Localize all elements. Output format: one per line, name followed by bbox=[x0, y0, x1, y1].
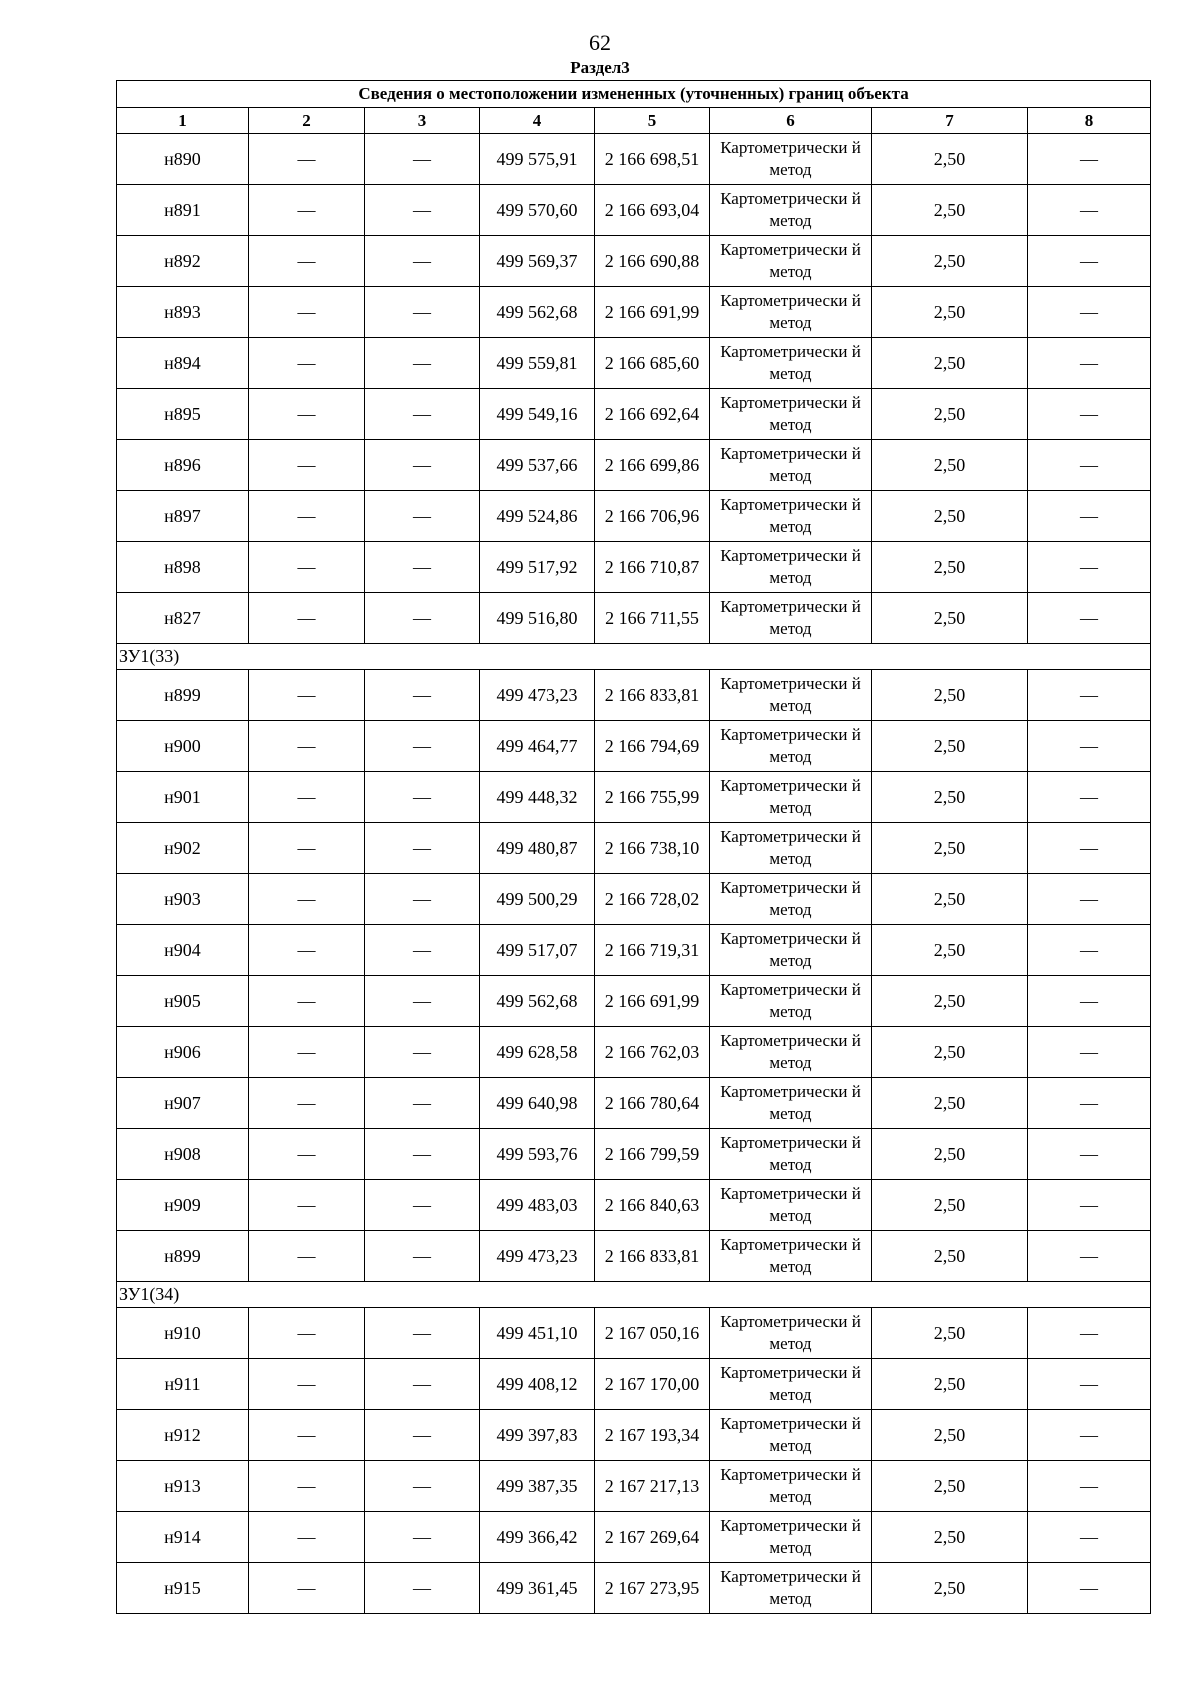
y-coordinate: 2 166 710,87 bbox=[595, 542, 710, 593]
col3-value: — bbox=[365, 823, 480, 874]
accuracy: 2,50 bbox=[872, 1308, 1028, 1359]
method: Картометрически й метод bbox=[710, 1308, 872, 1359]
x-coordinate: 499 387,35 bbox=[480, 1461, 595, 1512]
point-id: н904 bbox=[117, 925, 249, 976]
y-coordinate: 2 166 762,03 bbox=[595, 1027, 710, 1078]
point-id: н912 bbox=[117, 1410, 249, 1461]
column-header-2: 2 bbox=[249, 108, 365, 134]
col8-value: — bbox=[1028, 823, 1151, 874]
col8-value: — bbox=[1028, 593, 1151, 644]
col8-value: — bbox=[1028, 491, 1151, 542]
col3-value: — bbox=[365, 1461, 480, 1512]
col2-value: — bbox=[249, 1359, 365, 1410]
point-id: н897 bbox=[117, 491, 249, 542]
boundary-coordinates-table bbox=[116, 80, 1151, 1614]
col3-value: — bbox=[365, 1359, 480, 1410]
column-header-4: 4 bbox=[480, 108, 595, 134]
point-id: н902 bbox=[117, 823, 249, 874]
table-caption-row bbox=[117, 81, 1151, 108]
col3-value: — bbox=[365, 185, 480, 236]
col3-value: — bbox=[365, 440, 480, 491]
col2-value: — bbox=[249, 670, 365, 721]
col3-value: — bbox=[365, 925, 480, 976]
group-label: ЗУ1(34) bbox=[117, 1282, 1151, 1308]
y-coordinate: 2 166 833,81 bbox=[595, 1231, 710, 1282]
x-coordinate: 499 473,23 bbox=[480, 1231, 595, 1282]
method: Картометрически й метод bbox=[710, 823, 872, 874]
col8-value: — bbox=[1028, 1563, 1151, 1614]
col3-value: — bbox=[365, 874, 480, 925]
col8-value: — bbox=[1028, 1359, 1151, 1410]
col8-value: — bbox=[1028, 287, 1151, 338]
accuracy: 2,50 bbox=[872, 491, 1028, 542]
col3-value: — bbox=[365, 1308, 480, 1359]
col2-value: — bbox=[249, 1410, 365, 1461]
accuracy: 2,50 bbox=[872, 1129, 1028, 1180]
col2-value: — bbox=[249, 1512, 365, 1563]
point-id: н896 bbox=[117, 440, 249, 491]
x-coordinate: 499 473,23 bbox=[480, 670, 595, 721]
table-row bbox=[117, 134, 1151, 185]
point-id: н899 bbox=[117, 670, 249, 721]
method: Картометрически й метод bbox=[710, 1563, 872, 1614]
accuracy: 2,50 bbox=[872, 593, 1028, 644]
col2-value: — bbox=[249, 1461, 365, 1512]
group-label: ЗУ1(33) bbox=[117, 644, 1151, 670]
col3-value: — bbox=[365, 1231, 480, 1282]
y-coordinate: 2 166 780,64 bbox=[595, 1078, 710, 1129]
point-id: н907 bbox=[117, 1078, 249, 1129]
col2-value: — bbox=[249, 338, 365, 389]
col8-value: — bbox=[1028, 185, 1151, 236]
y-coordinate: 2 167 273,95 bbox=[595, 1563, 710, 1614]
accuracy: 2,50 bbox=[872, 287, 1028, 338]
x-coordinate: 499 464,77 bbox=[480, 721, 595, 772]
method: Картометрически й метод bbox=[710, 670, 872, 721]
table-row bbox=[117, 721, 1151, 772]
method: Картометрически й метод bbox=[710, 874, 872, 925]
table-row bbox=[117, 1410, 1151, 1461]
table-row bbox=[117, 491, 1151, 542]
point-id: н892 bbox=[117, 236, 249, 287]
method: Картометрически й метод bbox=[710, 1027, 872, 1078]
y-coordinate: 2 166 690,88 bbox=[595, 236, 710, 287]
col3-value: — bbox=[365, 1410, 480, 1461]
x-coordinate: 499 569,37 bbox=[480, 236, 595, 287]
col8-value: — bbox=[1028, 976, 1151, 1027]
method: Картометрически й метод bbox=[710, 236, 872, 287]
accuracy: 2,50 bbox=[872, 721, 1028, 772]
method: Картометрически й метод bbox=[710, 925, 872, 976]
column-header-1: 1 bbox=[117, 108, 249, 134]
method: Картометрически й метод bbox=[710, 185, 872, 236]
col2-value: — bbox=[249, 823, 365, 874]
point-id: н900 bbox=[117, 721, 249, 772]
method: Картометрически й метод bbox=[710, 1461, 872, 1512]
y-coordinate: 2 166 691,99 bbox=[595, 976, 710, 1027]
accuracy: 2,50 bbox=[872, 670, 1028, 721]
table-caption: Сведения о местоположении измененных (уточненных) границ объекта bbox=[117, 81, 1151, 108]
col8-value: — bbox=[1028, 1410, 1151, 1461]
col8-value: — bbox=[1028, 134, 1151, 185]
accuracy: 2,50 bbox=[872, 823, 1028, 874]
col2-value: — bbox=[249, 440, 365, 491]
col8-value: — bbox=[1028, 1180, 1151, 1231]
accuracy: 2,50 bbox=[872, 772, 1028, 823]
y-coordinate: 2 167 050,16 bbox=[595, 1308, 710, 1359]
y-coordinate: 2 166 794,69 bbox=[595, 721, 710, 772]
col3-value: — bbox=[365, 491, 480, 542]
col8-value: — bbox=[1028, 1512, 1151, 1563]
col2-value: — bbox=[249, 874, 365, 925]
col2-value: — bbox=[249, 1027, 365, 1078]
col2-value: — bbox=[249, 134, 365, 185]
column-header-5: 5 bbox=[595, 108, 710, 134]
table-row bbox=[117, 772, 1151, 823]
x-coordinate: 499 570,60 bbox=[480, 185, 595, 236]
y-coordinate: 2 166 799,59 bbox=[595, 1129, 710, 1180]
x-coordinate: 499 517,07 bbox=[480, 925, 595, 976]
col8-value: — bbox=[1028, 1027, 1151, 1078]
method: Картометрически й метод bbox=[710, 1078, 872, 1129]
table-row bbox=[117, 185, 1151, 236]
point-id: н901 bbox=[117, 772, 249, 823]
col8-value: — bbox=[1028, 389, 1151, 440]
table-row bbox=[117, 1231, 1151, 1282]
table-row bbox=[117, 440, 1151, 491]
x-coordinate: 499 562,68 bbox=[480, 287, 595, 338]
x-coordinate: 499 366,42 bbox=[480, 1512, 595, 1563]
x-coordinate: 499 628,58 bbox=[480, 1027, 595, 1078]
accuracy: 2,50 bbox=[872, 542, 1028, 593]
accuracy: 2,50 bbox=[872, 1231, 1028, 1282]
y-coordinate: 2 166 706,96 bbox=[595, 491, 710, 542]
col8-value: — bbox=[1028, 772, 1151, 823]
col3-value: — bbox=[365, 721, 480, 772]
table-row bbox=[117, 670, 1151, 721]
col8-value: — bbox=[1028, 1231, 1151, 1282]
table-row bbox=[117, 542, 1151, 593]
column-header-8: 8 bbox=[1028, 108, 1151, 134]
y-coordinate: 2 167 269,64 bbox=[595, 1512, 710, 1563]
column-header-6: 6 bbox=[710, 108, 872, 134]
col3-value: — bbox=[365, 1078, 480, 1129]
accuracy: 2,50 bbox=[872, 389, 1028, 440]
accuracy: 2,50 bbox=[872, 925, 1028, 976]
point-id: н908 bbox=[117, 1129, 249, 1180]
table-row bbox=[117, 1180, 1151, 1231]
col8-value: — bbox=[1028, 1461, 1151, 1512]
col3-value: — bbox=[365, 1563, 480, 1614]
col8-value: — bbox=[1028, 925, 1151, 976]
col3-value: — bbox=[365, 593, 480, 644]
x-coordinate: 499 448,32 bbox=[480, 772, 595, 823]
y-coordinate: 2 166 840,63 bbox=[595, 1180, 710, 1231]
col2-value: — bbox=[249, 1231, 365, 1282]
point-id: н906 bbox=[117, 1027, 249, 1078]
accuracy: 2,50 bbox=[872, 1512, 1028, 1563]
col2-value: — bbox=[249, 1129, 365, 1180]
point-id: н899 bbox=[117, 1231, 249, 1282]
table-row bbox=[117, 1563, 1151, 1614]
method: Картометрически й метод bbox=[710, 491, 872, 542]
y-coordinate: 2 166 738,10 bbox=[595, 823, 710, 874]
y-coordinate: 2 166 833,81 bbox=[595, 670, 710, 721]
col2-value: — bbox=[249, 491, 365, 542]
col3-value: — bbox=[365, 1180, 480, 1231]
table-row bbox=[117, 874, 1151, 925]
col2-value: — bbox=[249, 976, 365, 1027]
x-coordinate: 499 562,68 bbox=[480, 976, 595, 1027]
col2-value: — bbox=[249, 1180, 365, 1231]
point-id: н894 bbox=[117, 338, 249, 389]
col3-value: — bbox=[365, 287, 480, 338]
col8-value: — bbox=[1028, 338, 1151, 389]
column-header-3: 3 bbox=[365, 108, 480, 134]
point-id: н891 bbox=[117, 185, 249, 236]
x-coordinate: 499 640,98 bbox=[480, 1078, 595, 1129]
point-id: н914 bbox=[117, 1512, 249, 1563]
col3-value: — bbox=[365, 542, 480, 593]
y-coordinate: 2 166 699,86 bbox=[595, 440, 710, 491]
point-id: н909 bbox=[117, 1180, 249, 1231]
y-coordinate: 2 166 692,64 bbox=[595, 389, 710, 440]
col3-value: — bbox=[365, 772, 480, 823]
col2-value: — bbox=[249, 721, 365, 772]
method: Картометрически й метод bbox=[710, 1410, 872, 1461]
y-coordinate: 2 166 755,99 bbox=[595, 772, 710, 823]
col8-value: — bbox=[1028, 1308, 1151, 1359]
accuracy: 2,50 bbox=[872, 1410, 1028, 1461]
method: Картометрически й метод bbox=[710, 440, 872, 491]
col3-value: — bbox=[365, 236, 480, 287]
col8-value: — bbox=[1028, 1078, 1151, 1129]
accuracy: 2,50 bbox=[872, 185, 1028, 236]
col3-value: — bbox=[365, 1027, 480, 1078]
x-coordinate: 499 517,92 bbox=[480, 542, 595, 593]
table-row bbox=[117, 823, 1151, 874]
col3-value: — bbox=[365, 134, 480, 185]
method: Картометрически й метод bbox=[710, 389, 872, 440]
y-coordinate: 2 166 698,51 bbox=[595, 134, 710, 185]
accuracy: 2,50 bbox=[872, 1078, 1028, 1129]
x-coordinate: 499 549,16 bbox=[480, 389, 595, 440]
col2-value: — bbox=[249, 185, 365, 236]
col8-value: — bbox=[1028, 670, 1151, 721]
table-row bbox=[117, 389, 1151, 440]
table-row bbox=[117, 1512, 1151, 1563]
table-row bbox=[117, 1308, 1151, 1359]
table-row bbox=[117, 925, 1151, 976]
y-coordinate: 2 167 193,34 bbox=[595, 1410, 710, 1461]
point-id: н893 bbox=[117, 287, 249, 338]
method: Картометрически й метод bbox=[710, 1129, 872, 1180]
col2-value: — bbox=[249, 236, 365, 287]
x-coordinate: 499 483,03 bbox=[480, 1180, 595, 1231]
y-coordinate: 2 167 217,13 bbox=[595, 1461, 710, 1512]
method: Картометрически й метод bbox=[710, 772, 872, 823]
y-coordinate: 2 166 711,55 bbox=[595, 593, 710, 644]
point-id: н895 bbox=[117, 389, 249, 440]
col2-value: — bbox=[249, 925, 365, 976]
col2-value: — bbox=[249, 593, 365, 644]
column-header-row bbox=[117, 108, 1151, 134]
table-row bbox=[117, 1078, 1151, 1129]
method: Картометрически й метод bbox=[710, 1512, 872, 1563]
table-row bbox=[117, 236, 1151, 287]
y-coordinate: 2 166 728,02 bbox=[595, 874, 710, 925]
col3-value: — bbox=[365, 976, 480, 1027]
accuracy: 2,50 bbox=[872, 1180, 1028, 1231]
col2-value: — bbox=[249, 542, 365, 593]
point-id: н911 bbox=[117, 1359, 249, 1410]
x-coordinate: 499 408,12 bbox=[480, 1359, 595, 1410]
col2-value: — bbox=[249, 1308, 365, 1359]
col3-value: — bbox=[365, 1512, 480, 1563]
accuracy: 2,50 bbox=[872, 874, 1028, 925]
point-id: н910 bbox=[117, 1308, 249, 1359]
method: Картометрически й метод bbox=[710, 593, 872, 644]
accuracy: 2,50 bbox=[872, 236, 1028, 287]
point-id: н915 bbox=[117, 1563, 249, 1614]
page-number: 62 bbox=[589, 30, 611, 55]
method: Картометрически й метод bbox=[710, 338, 872, 389]
col2-value: — bbox=[249, 287, 365, 338]
table-row bbox=[117, 593, 1151, 644]
method: Картометрически й метод bbox=[710, 1231, 872, 1282]
point-id: н913 bbox=[117, 1461, 249, 1512]
x-coordinate: 499 559,81 bbox=[480, 338, 595, 389]
accuracy: 2,50 bbox=[872, 134, 1028, 185]
point-id: н827 bbox=[117, 593, 249, 644]
x-coordinate: 499 537,66 bbox=[480, 440, 595, 491]
x-coordinate: 499 451,10 bbox=[480, 1308, 595, 1359]
x-coordinate: 499 516,80 bbox=[480, 593, 595, 644]
accuracy: 2,50 bbox=[872, 976, 1028, 1027]
x-coordinate: 499 500,29 bbox=[480, 874, 595, 925]
method: Картометрически й метод bbox=[710, 976, 872, 1027]
accuracy: 2,50 bbox=[872, 1359, 1028, 1410]
col2-value: — bbox=[249, 1078, 365, 1129]
x-coordinate: 499 361,45 bbox=[480, 1563, 595, 1614]
method: Картометрически й метод bbox=[710, 1180, 872, 1231]
accuracy: 2,50 bbox=[872, 338, 1028, 389]
col3-value: — bbox=[365, 670, 480, 721]
col2-value: — bbox=[249, 389, 365, 440]
y-coordinate: 2 166 685,60 bbox=[595, 338, 710, 389]
table-row bbox=[117, 1359, 1151, 1410]
table-row bbox=[117, 1461, 1151, 1512]
col8-value: — bbox=[1028, 236, 1151, 287]
col3-value: — bbox=[365, 1129, 480, 1180]
point-id: н905 bbox=[117, 976, 249, 1027]
x-coordinate: 499 480,87 bbox=[480, 823, 595, 874]
table-row bbox=[117, 1129, 1151, 1180]
accuracy: 2,50 bbox=[872, 1027, 1028, 1078]
table-row bbox=[117, 1027, 1151, 1078]
method: Картометрически й метод bbox=[710, 721, 872, 772]
x-coordinate: 499 397,83 bbox=[480, 1410, 595, 1461]
point-id: н890 bbox=[117, 134, 249, 185]
x-coordinate: 499 575,91 bbox=[480, 134, 595, 185]
y-coordinate: 2 166 691,99 bbox=[595, 287, 710, 338]
method: Картометрически й метод bbox=[710, 542, 872, 593]
method: Картометрически й метод bbox=[710, 287, 872, 338]
col3-value: — bbox=[365, 338, 480, 389]
point-id: н898 bbox=[117, 542, 249, 593]
table-row bbox=[117, 338, 1151, 389]
table-row bbox=[117, 976, 1151, 1027]
section-title: Раздел3 bbox=[570, 58, 630, 77]
y-coordinate: 2 167 170,00 bbox=[595, 1359, 710, 1410]
col2-value: — bbox=[249, 1563, 365, 1614]
group-row bbox=[117, 1282, 1151, 1308]
method: Картометрически й метод bbox=[710, 1359, 872, 1410]
col8-value: — bbox=[1028, 1129, 1151, 1180]
accuracy: 2,50 bbox=[872, 440, 1028, 491]
col8-value: — bbox=[1028, 874, 1151, 925]
y-coordinate: 2 166 719,31 bbox=[595, 925, 710, 976]
accuracy: 2,50 bbox=[872, 1461, 1028, 1512]
col8-value: — bbox=[1028, 721, 1151, 772]
accuracy: 2,50 bbox=[872, 1563, 1028, 1614]
point-id: н903 bbox=[117, 874, 249, 925]
col8-value: — bbox=[1028, 542, 1151, 593]
method: Картометрически й метод bbox=[710, 134, 872, 185]
col3-value: — bbox=[365, 389, 480, 440]
column-header-7: 7 bbox=[872, 108, 1028, 134]
table-row bbox=[117, 287, 1151, 338]
y-coordinate: 2 166 693,04 bbox=[595, 185, 710, 236]
group-row bbox=[117, 644, 1151, 670]
x-coordinate: 499 593,76 bbox=[480, 1129, 595, 1180]
col8-value: — bbox=[1028, 440, 1151, 491]
col2-value: — bbox=[249, 772, 365, 823]
x-coordinate: 499 524,86 bbox=[480, 491, 595, 542]
